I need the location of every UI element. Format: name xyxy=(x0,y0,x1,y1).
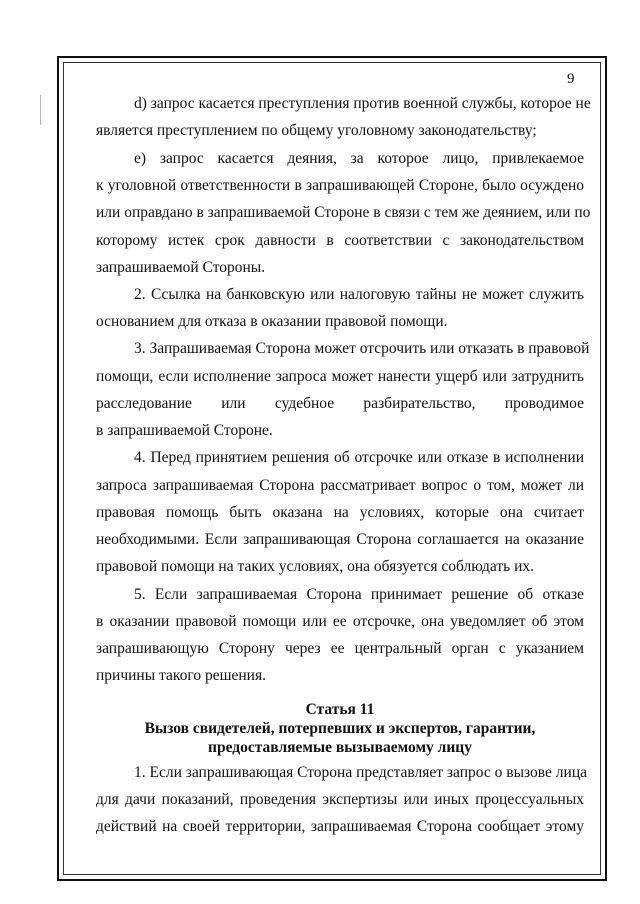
text-line: причины такого решения. xyxy=(96,667,266,684)
text-line: d) запрос касается преступления против военной службы, которое не xyxy=(134,95,591,112)
text-line: для дачи показаний, проведения экспертизы или иных процессуальных xyxy=(96,791,584,808)
text-line: 4. Перед принятием решения об отсрочке или отказе в исполнении xyxy=(134,449,584,466)
article-heading: Вызов свидетелей, потерпевших и экспертов, гарантии, xyxy=(144,720,536,737)
text-line: является преступлением по общему уголовному законодательству; xyxy=(96,122,537,139)
text-line: или оправдано в запрашиваемой Стороне в связи с тем же деянием, или по xyxy=(96,204,591,221)
text-line: необходимыми. Если запрашивающая Сторона соглашается на оказание xyxy=(96,531,584,548)
page-number: 9 xyxy=(567,71,575,87)
text-line: 3. Запрашиваемая Сторона может отсрочить или отказать в правовой xyxy=(134,340,590,357)
text-line: основанием для отказа в оказании правовой помощи. xyxy=(96,313,448,330)
article-title: Статья 11 xyxy=(305,701,375,718)
text-line: правовая помощь быть оказана на условиях, которые она считает xyxy=(96,504,584,521)
margin-mark xyxy=(40,95,41,125)
text-line: запрашиваемой Стороны. xyxy=(96,259,266,276)
text-line: 2. Ссылка на банковскую или налоговую тайны не может служить xyxy=(134,286,584,303)
text-line: запрашивающую Сторону через ее центральный орган с указанием xyxy=(96,640,584,657)
text-line: e) запрос касается деяния, за которое лицо, привлекаемое xyxy=(134,150,584,167)
text-line: запроса запрашиваемая Сторона рассматривает вопрос о том, может ли xyxy=(96,477,584,494)
text-line: в запрашиваемой Стороне. xyxy=(96,422,273,439)
text-line: 1. Если запрашивающая Сторона представляет запрос о вызове лица xyxy=(134,764,587,781)
text-line: 5. Если запрашиваемая Сторона принимает решение об отказе xyxy=(134,586,584,603)
text-line: которому истек срок давности в соответствии с законодательством xyxy=(96,232,584,249)
text-line: правовой помощи на таких условиях, она обязуется соблюдать их. xyxy=(96,558,535,575)
text-line: к уголовной ответственности в запрашивающей Стороне, было осуждено xyxy=(96,177,584,194)
text-line: расследование или судебное разбирательство, проводимое xyxy=(96,395,584,412)
text-line: в оказании правовой помощи или ее отсрочке, она уведомляет об этом xyxy=(96,613,584,630)
text-line: помощи, если исполнение запроса может нанести ущерб или затруднить xyxy=(96,368,584,385)
text-line: действий на своей территории, запрашиваемая Сторона сообщает этому xyxy=(96,818,584,835)
article-heading: предоставляемые вызываемому лицу xyxy=(208,739,472,756)
